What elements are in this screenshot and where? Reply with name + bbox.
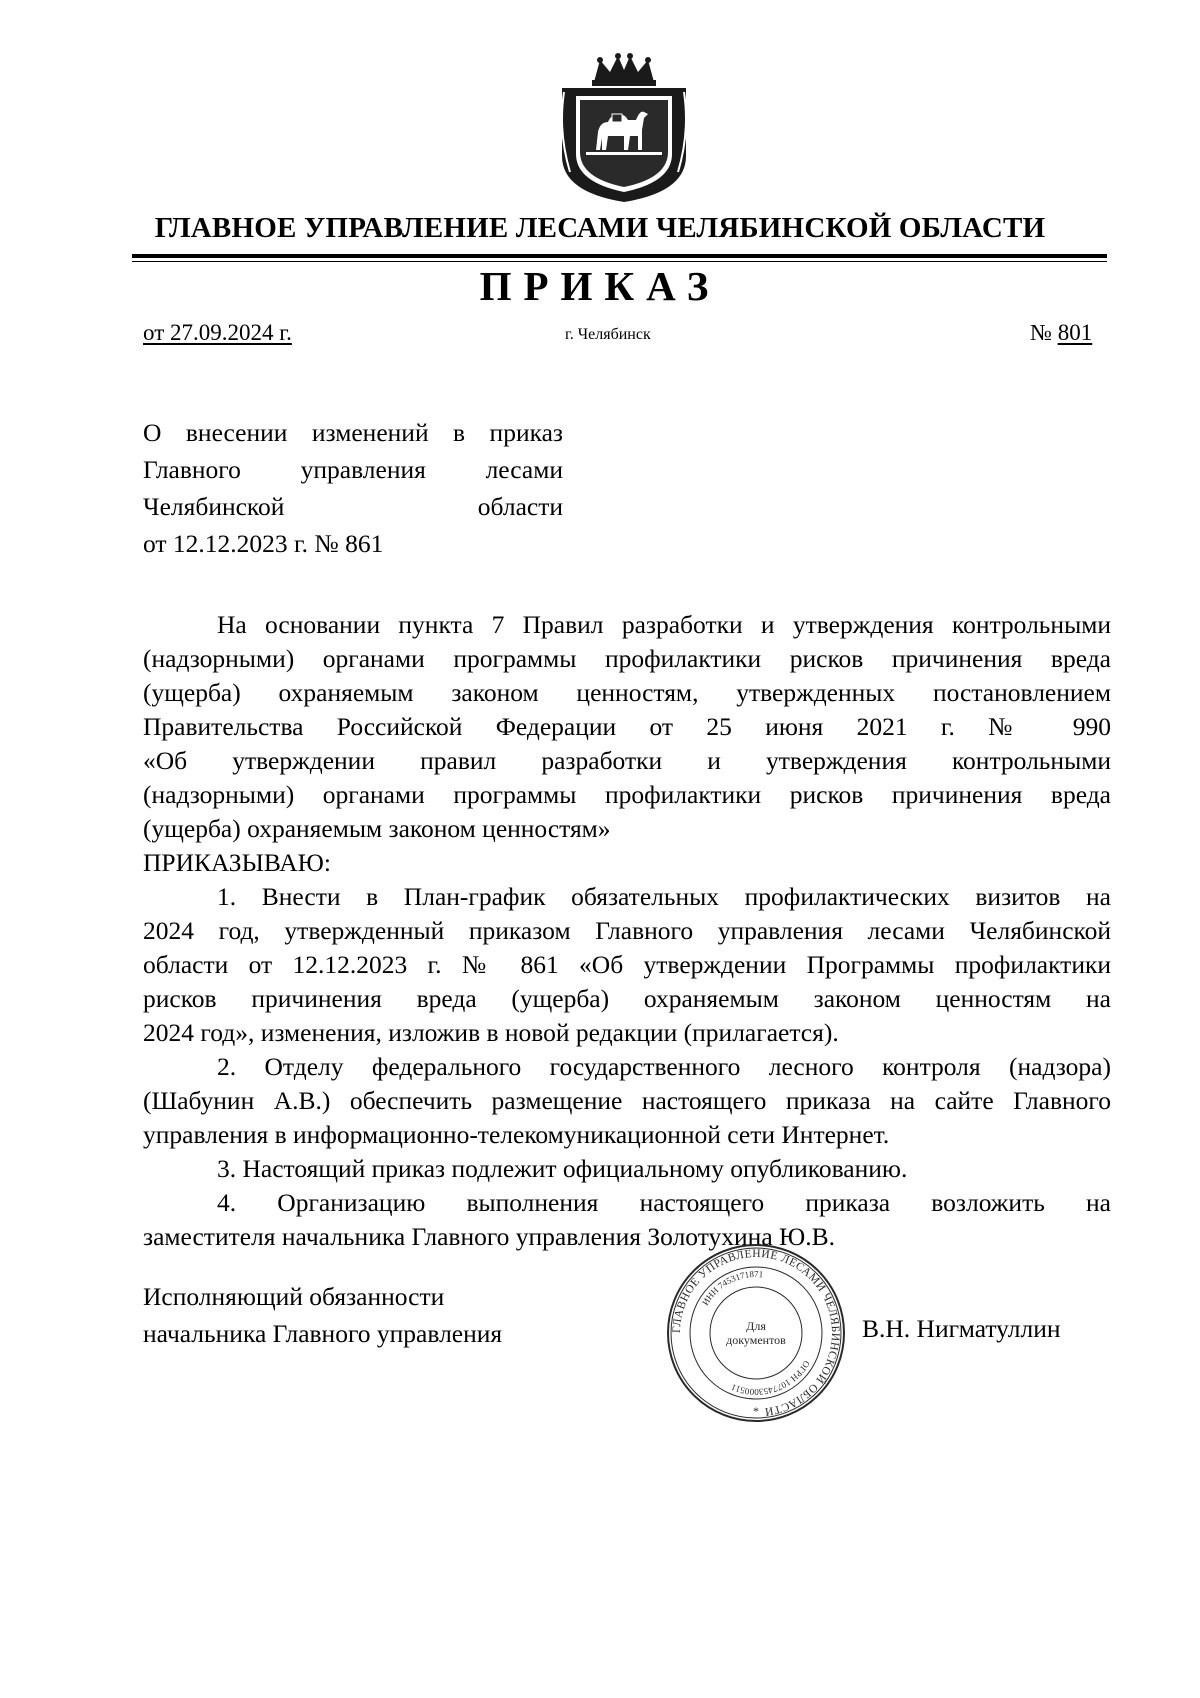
organization-title: ГЛАВНОЕ УПРАВЛЕНИЕ ЛЕСАМИ ЧЕЛЯБИНСКОЙ ОБЛАСТИ — [154, 212, 1046, 244]
subject-line: О внесении изменений в приказ — [143, 418, 563, 447]
signatory-position — [143, 1278, 502, 1352]
document-type-heading: ПРИКАЗ — [479, 263, 721, 309]
preamble-line: (надзорными) органами программы профилактики рисков причинения вреда — [143, 644, 1111, 673]
item-1-line: рисков причинения вреда (ущерба) охраняемым законом ценностям на — [143, 984, 1111, 1013]
item-4-line: заместителя начальника Главного управления Золотухина Ю.В. — [143, 1222, 835, 1251]
item-1-line: области от 12.12.2023 г. № 861 «Об утверждении Программы профилактики — [143, 950, 1111, 979]
order-subject — [143, 414, 563, 562]
order-number-prefix: № — [1030, 320, 1058, 345]
signatory-position-line: начальника Главного управления — [143, 1319, 503, 1348]
order-date: от 27.09.2024 г. — [143, 320, 292, 345]
signatory-position-line: Исполняющий обязанности — [143, 1282, 445, 1311]
seal-ogrn-text: ОГРН 1077453000511 — [729, 1358, 812, 1398]
preamble-line: (надзорными) органами программы профилактики рисков причинения вреда — [143, 780, 1111, 809]
preamble-line: «Об утверждении правил разработки и утверждения контрольными — [143, 746, 1111, 775]
item-1-line: 2024 год», изменения, изложив в новой редакции (прилагается). — [143, 1018, 839, 1047]
preamble-line: (ущерба) охраняемым законом ценностям, утвержденных постановлением — [143, 678, 1111, 707]
order-word: ПРИКАЗЫВАЮ: — [143, 848, 331, 877]
round-seal-stamp — [666, 1243, 846, 1423]
preamble-line: На основании пункта 7 Правил разработки и утверждения контрольными — [217, 610, 1111, 639]
item-2-line: управления в информационно-телекомуникационной сети Интернет. — [143, 1120, 890, 1149]
item-1-line: 2024 год, утвержденный приказом Главного управления лесами Челябинской — [143, 916, 1111, 945]
preamble-line: (ущерба) охраняемым законом ценностям» — [143, 814, 611, 843]
order-city: г. Челябинск — [565, 326, 651, 343]
item-1-line: 1. Внести в План-график обязательных профилактических визитов на — [217, 882, 1111, 911]
subject-line: от 12.12.2023 г. № 861 — [143, 529, 384, 558]
item-2-line: (Шабунин А.В.) обеспечить размещение настоящего приказа на сайте Главного — [143, 1086, 1111, 1115]
item-4-line: 4. Организацию выполнения настоящего приказа возложить на — [217, 1188, 1111, 1217]
order-body — [143, 608, 1111, 1254]
subject-line: Челябинской области — [143, 492, 563, 521]
seal-inn-text: ИНН 7453171871 — [700, 1268, 764, 1308]
coat-of-arms-emblem — [556, 52, 692, 204]
order-number-value: 801 — [1057, 320, 1093, 345]
seal-center-line: документов — [726, 1333, 786, 1347]
seal-star: * — [753, 1404, 759, 1418]
preamble-line: Правительства Российской Федерации от 25 июня 2021 г. № 990 — [143, 712, 1111, 741]
signatory-name: В.Н. Нигматуллин — [862, 1314, 1061, 1343]
order-number — [1030, 320, 1092, 346]
seal-center-line: Для — [746, 1319, 766, 1333]
seal-ring-text: ГЛАВНОЕ УПРАВЛЕНИЕ ЛЕСАМИ ЧЕЛЯБИНСКОЙ ОБЛАСТИ — [670, 1247, 842, 1418]
item-3-line: 3. Настоящий приказ подлежит официальному опубликованию. — [217, 1154, 908, 1183]
subject-line: Главного управления лесами — [143, 455, 563, 484]
header-rule-thick — [132, 254, 1107, 258]
svg-text:ОГРН 1077453000511 — [730, 1359, 812, 1397]
item-2-line: 2. Отделу федерального государственного лесного контроля (надзора) — [217, 1052, 1111, 1081]
